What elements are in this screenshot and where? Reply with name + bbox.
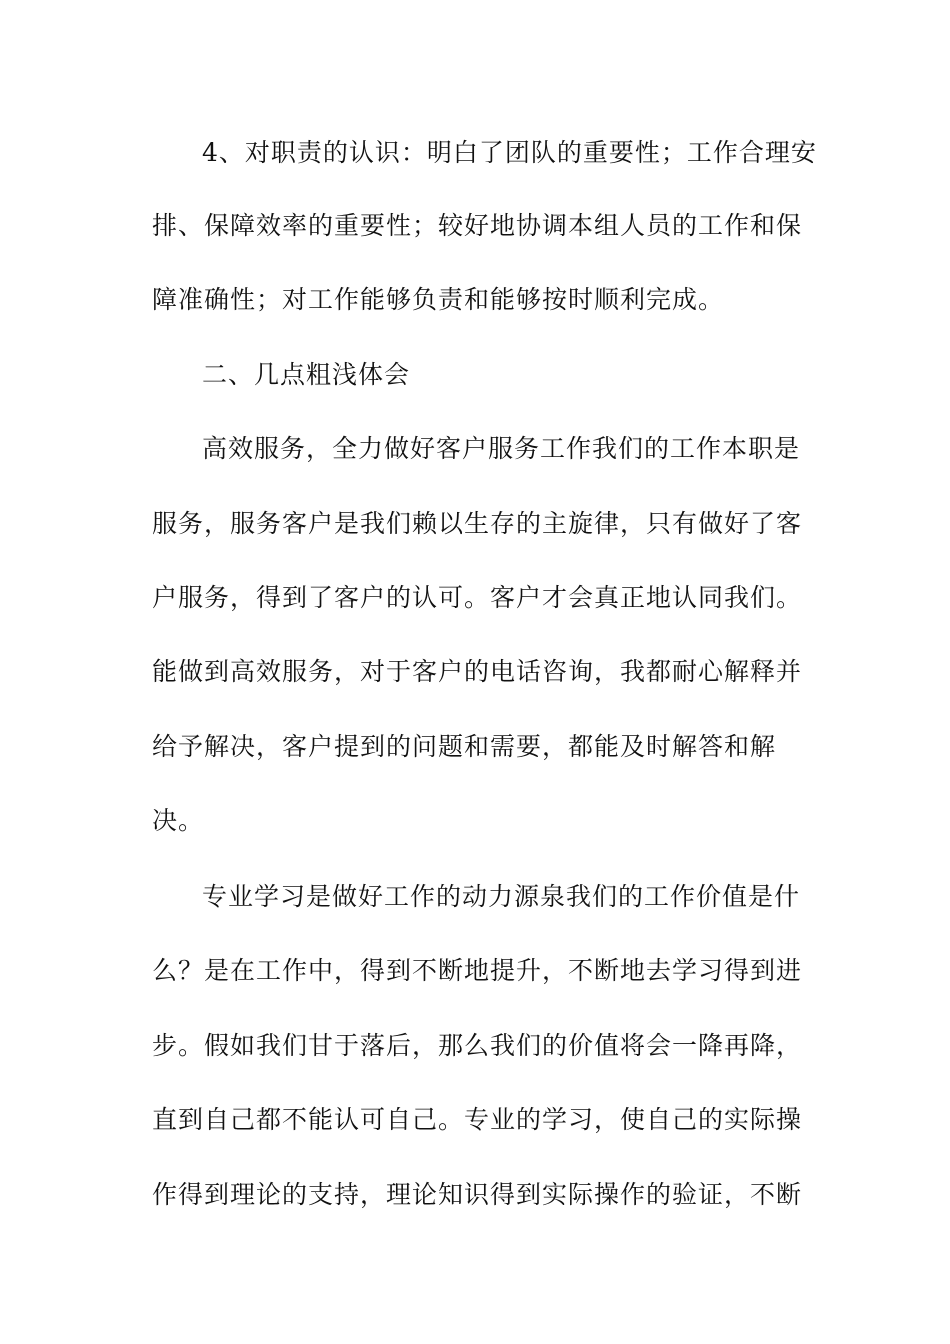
paragraph-line: 障准确性；对工作能够负责和能够按时顺利完成。 bbox=[152, 285, 725, 314]
paragraph-line: 专业学习是做好工作的动力源泉我们的工作价值是什 bbox=[202, 882, 801, 911]
paragraph-line: 排、保障效率的重要性；较好地协调本组人员的工作和保 bbox=[152, 211, 803, 240]
paragraph-line: 服务，服务客户是我们赖以生存的主旋律，只有做好了客 bbox=[152, 509, 803, 538]
paragraph-line: 给予解决，客户提到的问题和需要，都能及时解答和解 bbox=[152, 732, 777, 761]
paragraph-line: 决。 bbox=[152, 806, 205, 835]
paragraph-line: 能做到高效服务，对于客户的电话咨询，我都耐心解释并 bbox=[152, 657, 803, 686]
paragraph-line: 4、对职责的认识：明白了团队的重要性；工作合理安 bbox=[202, 138, 817, 167]
paragraph-line: 作得到理论的支持，理论知识得到实际操作的验证，不断 bbox=[152, 1180, 803, 1209]
paragraph-line: 高效服务，全力做好客户服务工作我们的工作本职是 bbox=[202, 434, 801, 463]
section-heading: 二、几点粗浅体会 bbox=[202, 360, 411, 389]
paragraph-line: 么？是在工作中，得到不断地提升，不断地去学习得到进 bbox=[152, 956, 803, 985]
paragraph-line: 户服务，得到了客户的认可。客户才会真正地认同我们。 bbox=[152, 583, 803, 612]
paragraph-line: 直到自己都不能认可自己。专业的学习，使自己的实际操 bbox=[152, 1105, 803, 1134]
paragraph-line: 步。假如我们甘于落后，那么我们的价值将会一降再降， bbox=[152, 1031, 803, 1060]
